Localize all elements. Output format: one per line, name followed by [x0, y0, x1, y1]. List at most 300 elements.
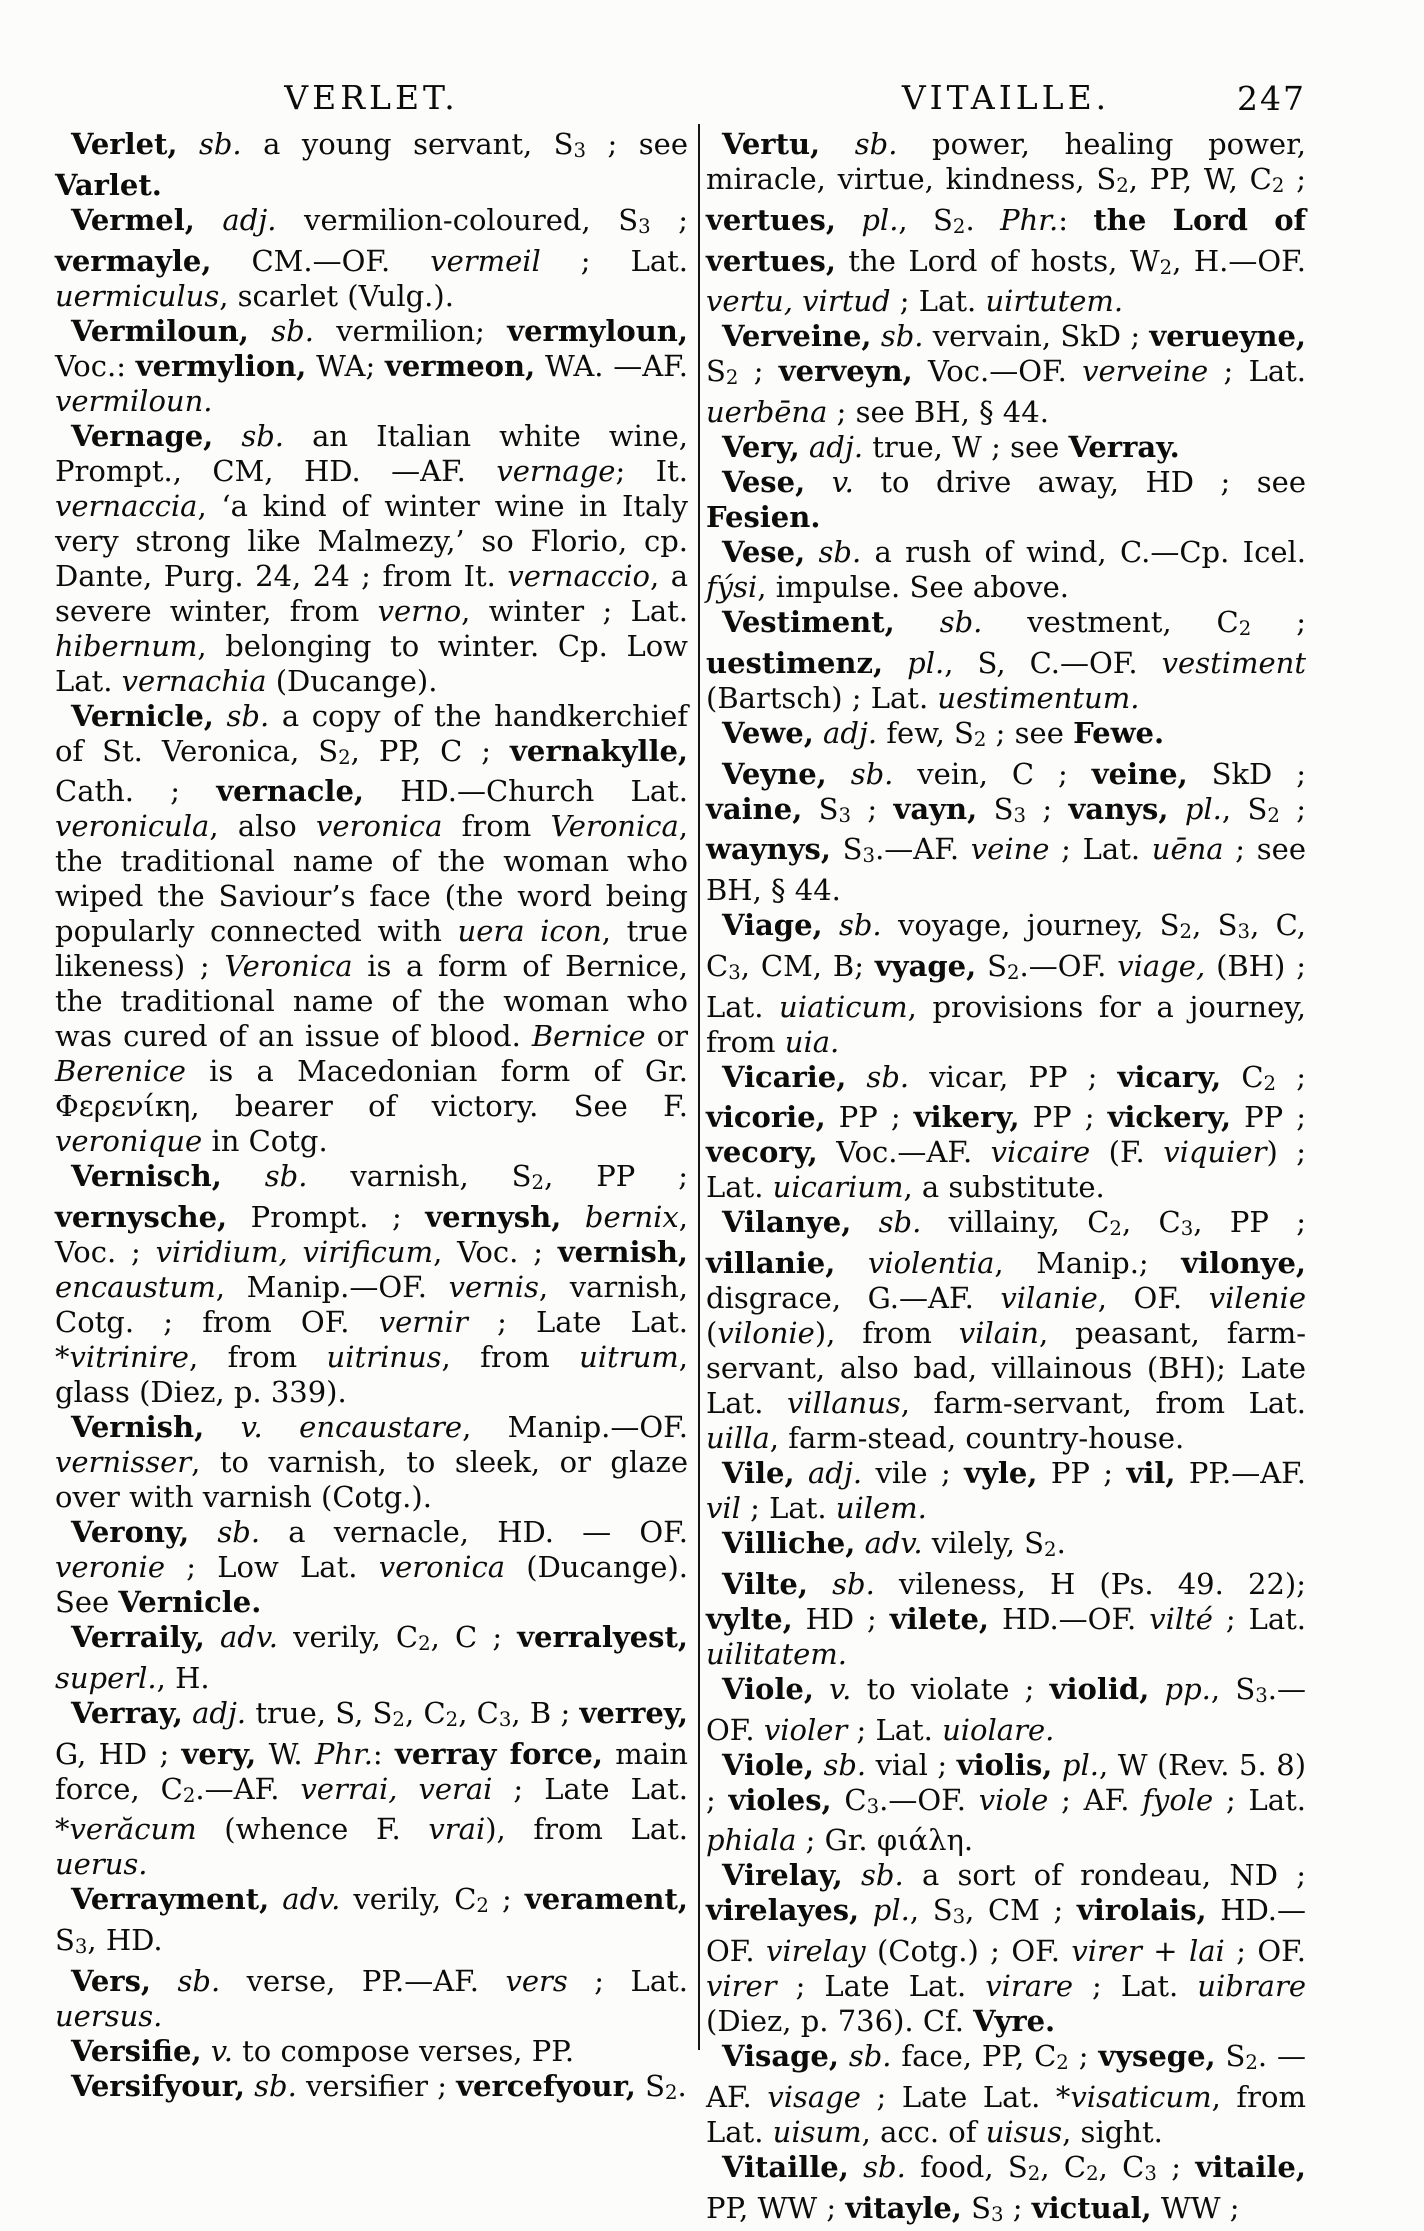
entry-text: fýsi	[706, 570, 758, 604]
entry-text: ; OF.	[1224, 1934, 1306, 1968]
entry-text: uicarium	[772, 1170, 904, 1205]
entry-text: sb.	[151, 1963, 221, 1998]
entry-text: uestimenz,	[706, 645, 884, 680]
entry-text: uibrare	[1197, 1969, 1306, 2003]
entry-vestiment	[706, 605, 1306, 716]
entry-text: virer + lai	[1071, 1934, 1225, 1968]
entry-text: uisum	[772, 2114, 862, 2149]
entry-text: visage	[767, 2079, 861, 2114]
entry-text: vernir	[378, 1305, 468, 1339]
headword: Vitaille,	[722, 2149, 849, 2184]
headword: Vese,	[722, 465, 806, 499]
entry-text: vilete,	[889, 1601, 990, 1636]
entry-verveine	[706, 319, 1306, 430]
entry-text: uera icon	[457, 914, 602, 949]
entry-text: vercefyour,	[456, 2068, 636, 2103]
entry-text: S2. —AF.	[706, 2039, 1307, 2114]
entry-text: sb.	[213, 698, 270, 733]
page-number: 247	[1237, 79, 1306, 118]
entry-verlet	[55, 127, 688, 203]
entry-text: vil	[706, 1491, 741, 1525]
entry-text: , W (Rev. 5. 8) ;	[706, 1747, 1307, 1817]
entry-text: varnish, S2, PP ;	[307, 1159, 688, 1194]
entry-text: verament,	[524, 1882, 688, 1917]
entry-vermel	[55, 203, 688, 314]
headword: Vertu,	[722, 127, 821, 161]
entry-text: uilla	[706, 1421, 770, 1455]
reference-number: 3	[573, 138, 587, 162]
entry-text: ; Late Lat. *	[55, 1305, 688, 1374]
entry-text: food, S2, C2, C3 ;	[905, 2149, 1196, 2185]
entry-text: S3 ;	[802, 791, 894, 827]
entry-text: Prompt. ;	[227, 1200, 426, 1234]
entry-text: vil,	[1126, 1456, 1176, 1490]
entry-text: uiolare.	[942, 1712, 1055, 1747]
reference-number: 2	[1116, 173, 1129, 197]
entry-text: sb.	[846, 1059, 910, 1094]
entry-text: , belonging to winter. Cp. Low Lat.	[55, 628, 688, 698]
entry-text: sb.	[826, 756, 894, 791]
entry-text: veronicula	[55, 809, 210, 844]
reference-number: 3	[728, 960, 741, 984]
entry-text: Bernice	[531, 1019, 646, 1054]
reference-number: 3	[1180, 1217, 1194, 1240]
reference-number: 3	[1144, 2161, 1157, 2185]
reference-number: 2	[1159, 255, 1173, 279]
entry-text: sb.	[805, 535, 862, 569]
entry-text: uerbēna	[706, 395, 828, 429]
entry-text: viage,	[1117, 948, 1206, 983]
headword: Verrayment,	[71, 1882, 270, 1917]
entry-text: vayn,	[893, 791, 978, 826]
headword: Veyne,	[722, 756, 827, 791]
entry-text: villanus	[787, 1386, 901, 1420]
entry-text: , from	[188, 1340, 327, 1374]
entry-text: , sight.	[1062, 2114, 1163, 2149]
entry-text: WA;	[306, 348, 385, 383]
entry-text: vernage	[496, 453, 616, 488]
entry-text: ; see BH, § 44.	[706, 832, 1306, 907]
entry-text: vitaile,	[1195, 2149, 1306, 2184]
entry-text: , also	[209, 809, 317, 844]
entry-text: a young servant, S3 ; see	[241, 127, 688, 162]
entry-text: sb.	[822, 908, 882, 942]
entry-text: , farm-servant, from Lat.	[900, 1386, 1306, 1420]
entry-vers	[55, 1964, 688, 2034]
entry-viage	[706, 908, 1306, 1060]
reference-number: 2	[418, 1631, 431, 1655]
reference-number: 2	[1238, 616, 1252, 640]
entry-text: , a substitute.	[903, 1170, 1105, 1205]
entry-text: Berenice	[55, 1054, 186, 1089]
entry-text: , S3, CM ;	[909, 1893, 1077, 1928]
entry-vernage	[55, 419, 688, 699]
entry-very	[706, 430, 1306, 465]
entry-text: vermyloun,	[507, 313, 688, 348]
entry-visage	[706, 2039, 1306, 2150]
entry-text: :	[1058, 202, 1094, 237]
entry-text: superl.	[55, 1660, 157, 1695]
entry-text: veronie	[55, 1550, 165, 1584]
entry-text: encaustum	[55, 1270, 216, 1304]
entry-text: vernakylle,	[510, 733, 689, 768]
entry-text: Varlet.	[55, 167, 162, 202]
entry-text: verily, C2, C ;	[277, 1620, 518, 1655]
entry-text: Phr.	[314, 1736, 373, 1771]
entry-text: (Ducange). See	[55, 1550, 688, 1619]
entry-text: ; Lat.	[1208, 354, 1306, 389]
entry-text: vertu, virtud	[706, 284, 891, 319]
entry-text: vicar, PP ;	[909, 1059, 1118, 1094]
entry-vilanye	[706, 1205, 1306, 1456]
entry-text: uermiculus	[55, 278, 220, 313]
reference-number: 2	[338, 745, 351, 769]
entry-text: vanys,	[1068, 791, 1169, 826]
entry-text: HD.—OF.	[706, 1893, 1306, 1968]
entry-text: vermilion;	[313, 313, 508, 348]
entry-text: in Cotg.	[202, 1124, 328, 1159]
entry-text: pl.	[872, 1893, 910, 1928]
entry-text: uerus.	[55, 1847, 148, 1882]
entry-viole	[706, 1748, 1306, 1859]
entry-text: vertues,	[706, 202, 836, 237]
headword: Verraily,	[71, 1620, 205, 1654]
entry-text: , glass (Diez, p. 339).	[55, 1340, 688, 1409]
entry-text: S3.—AF.	[830, 832, 971, 867]
entry-text: verveyn,	[778, 354, 913, 389]
entry-verraily	[55, 1620, 688, 1696]
entry-text: Phr.	[1000, 202, 1059, 237]
reference-number: 3	[74, 1934, 88, 1958]
entry-text: sb.	[248, 313, 314, 348]
entry-vicarie	[706, 1060, 1306, 1206]
entry-vile	[706, 1456, 1306, 1526]
entry-text: vermeil	[430, 243, 541, 278]
entry-text: Voc.—AF.	[817, 1135, 991, 1170]
reference-number: 2	[1044, 1537, 1057, 1561]
entry-text: S3, HD.	[55, 1923, 163, 1958]
entry-veyne	[706, 757, 1306, 909]
entry-text: adj.	[813, 715, 878, 750]
entry-text: PP ;	[1231, 1100, 1307, 1135]
entry-text: true, S, S2, C2, C3, B ;	[246, 1695, 580, 1731]
entry-text: is a form of Bernice, the traditional name of the woman who was cured of an issue of blood.	[55, 949, 688, 1054]
entry-text: veine	[970, 832, 1050, 867]
reference-number: 2	[1056, 2050, 1069, 2074]
reference-number: 2	[531, 1171, 545, 1194]
left-column	[55, 127, 688, 2110]
entry-vernicle	[55, 699, 688, 1160]
entry-text: , varnish, Cotg. ; from OF.	[55, 1270, 688, 1339]
reference-number: 2	[1245, 2050, 1258, 2074]
entry-viole	[706, 1672, 1306, 1748]
entry-text: verno	[377, 593, 462, 628]
entry-text: viquier	[1163, 1135, 1267, 1170]
entry-text: Vernicle.	[118, 1585, 262, 1619]
entry-text: or	[645, 1019, 688, 1054]
entry-text: W.	[256, 1736, 315, 1771]
entry-text: vecory,	[706, 1135, 818, 1170]
entry-text: violes,	[728, 1782, 832, 1817]
headword: Virelay,	[722, 1858, 843, 1893]
entry-text: Voc.—OF.	[912, 354, 1083, 389]
entry-text: a copy of the handkerchief of St. Veronica, S2, PP, C ;	[55, 698, 688, 769]
entry-text: verueyne,	[1149, 319, 1306, 354]
entry-text: verăcum	[69, 1812, 197, 1847]
entry-verrayment	[55, 1882, 688, 1964]
entry-text: few, S2 ; see	[877, 715, 1074, 751]
entry-text: uia.	[784, 1024, 840, 1059]
entry-text: virelay	[766, 1934, 866, 1968]
entry-text: S2.—OF.	[976, 948, 1118, 984]
entry-text: violid,	[1049, 1671, 1150, 1706]
entry-text: uirtutem.	[985, 284, 1124, 319]
entry-text: ), from	[814, 1316, 959, 1350]
headword: Very,	[722, 430, 800, 464]
entry-text: vitayle,	[845, 2190, 962, 2225]
entry-text: (	[706, 1316, 718, 1350]
entry-text: PP ;	[825, 1100, 914, 1135]
entry-text	[1168, 792, 1184, 826]
entry-text: :	[372, 1736, 395, 1771]
entry-text: to drive away, HD ; see	[853, 465, 1306, 499]
entry-text: , the traditional name of the woman who wiped the Saviour’s face (the word being popularly connected with	[55, 809, 688, 949]
entry-text: vermeon,	[384, 348, 536, 383]
entry-text: pl.	[907, 645, 945, 680]
entry-text: ; Lat.	[847, 1712, 943, 1747]
entry-text: sb.	[189, 1515, 261, 1549]
entry-text: vernysche,	[55, 1200, 228, 1234]
entry-text: violer	[763, 1712, 848, 1747]
entry-text: ; Lat.	[890, 284, 986, 319]
reference-number: 2	[392, 1707, 405, 1731]
entry-text: sb.	[813, 1747, 867, 1782]
entry-text: , farm-stead, country-house.	[769, 1421, 1185, 1455]
reference-number: 3	[990, 2202, 1004, 2226]
headword: Verlet,	[71, 127, 178, 161]
entry-verray	[55, 1696, 688, 1883]
entry-text: , true likeness) ;	[55, 914, 688, 984]
entry-text: v.	[201, 2033, 233, 2068]
headword: Vilte,	[722, 1566, 808, 1601]
entry-vitaille	[706, 2150, 1306, 2231]
headword: Vile,	[722, 1456, 795, 1490]
entry-text: sb.	[807, 1566, 875, 1601]
entry-text	[859, 1893, 873, 1927]
entry-text: vernysh,	[425, 1200, 562, 1234]
entry-text: S3 ;	[977, 791, 1069, 827]
entry-text: vilenie	[1208, 1281, 1306, 1315]
reference-number: 3	[638, 214, 651, 238]
entry-text: verse, PP.—AF.	[220, 1963, 506, 1998]
entry-text: viridium, virificum	[155, 1235, 434, 1269]
entry-text: Voc.:	[55, 348, 136, 383]
entry-text: uersus.	[55, 1998, 163, 2033]
entry-text: verrai, verai	[300, 1771, 493, 1806]
entry-text: veine,	[1091, 756, 1188, 791]
entry-text: ; Low Lat.	[164, 1550, 379, 1584]
entry-text: vermayle,	[55, 243, 212, 278]
entry-text: vickery,	[1107, 1100, 1232, 1135]
entry-vese	[706, 465, 1306, 535]
entry-text: vernish,	[557, 1235, 689, 1269]
headword: Villiche,	[722, 1526, 856, 1560]
entry-text	[883, 646, 907, 680]
entry-text: uestimentum.	[937, 680, 1140, 715]
entry-text: WW ;	[1151, 2190, 1240, 2225]
reference-number: 2	[665, 2080, 678, 2104]
entry-text: virare	[985, 1969, 1074, 2003]
entry-text: ; see BH, § 44.	[827, 395, 1049, 429]
entry-text	[1052, 1748, 1062, 1782]
headword: Viole,	[722, 1747, 814, 1782]
entry-text: vilonye,	[1181, 1246, 1306, 1280]
entry-text: (BH) ; Lat.	[706, 948, 1306, 1024]
entry-text: to violate ;	[851, 1671, 1050, 1706]
entry-text	[1149, 1672, 1164, 1706]
reference-number: 3	[838, 803, 852, 827]
entry-text: sb.	[221, 1159, 308, 1194]
entry-vewe	[706, 716, 1306, 757]
entry-text: villanie,	[706, 1246, 836, 1280]
entry-text: vylte,	[706, 1601, 793, 1636]
entry-text: pp.	[1164, 1671, 1211, 1706]
entry-vese	[706, 535, 1306, 605]
entry-text: adv.	[855, 1526, 923, 1560]
reference-number: 3	[1255, 1683, 1268, 1707]
entry-text: vicaire	[990, 1135, 1091, 1170]
entry-text: violis,	[956, 1747, 1053, 1782]
entry-text: PP ;	[1019, 1100, 1108, 1135]
headword: Verveine,	[722, 319, 872, 354]
entry-text: ; Lat.	[1213, 1782, 1306, 1817]
entry-text: , to varnish, to sleek, or glaze over with varnish (Cotg.).	[55, 1445, 688, 1514]
entry-text: ; Late Lat. *	[860, 2079, 1071, 2114]
left-column-header: VERLET.	[284, 78, 459, 117]
entry-text: , acc. of	[861, 2114, 986, 2149]
entry-text: main force, C2.—AF.	[55, 1736, 688, 1807]
entry-vernish	[55, 1410, 688, 1515]
entry-text: v.	[805, 465, 854, 499]
entry-text: Veronica	[224, 949, 353, 984]
entry-text: ; AF.	[1048, 1782, 1143, 1817]
entry-vilte	[706, 1567, 1306, 1672]
entry-text: violentia	[867, 1246, 995, 1280]
reference-number: 3	[498, 1707, 512, 1731]
entry-text: uitrinus	[326, 1340, 442, 1374]
entry-text: HD.—OF.	[989, 1601, 1150, 1636]
headword: Vestiment,	[722, 605, 895, 639]
entry-text: Verray.	[1068, 430, 1180, 464]
headword: Vernage,	[71, 418, 214, 453]
entry-virelay	[706, 1858, 1306, 2039]
entry-text: , Manip.;	[994, 1246, 1182, 1280]
reference-number: 2	[1263, 1071, 1277, 1095]
reference-number: 2	[973, 727, 987, 751]
entry-text: ; Lat.	[1073, 1969, 1198, 2003]
headword: Verray,	[71, 1695, 183, 1730]
entry-text: pl.	[1184, 791, 1222, 826]
reference-number: 2	[952, 214, 966, 238]
entry-text: ; Lat.	[1212, 1601, 1306, 1636]
entry-text: uitrum	[579, 1340, 679, 1374]
entry-text: virer	[706, 1969, 777, 2003]
entry-text: (Diez, p. 736). Cf.	[706, 2004, 974, 2038]
entry-text: , Manip.—OF.	[462, 1410, 688, 1444]
entry-text: , impulse. See above.	[757, 570, 1069, 604]
entry-text: a vernacle, HD. — OF.	[260, 1515, 688, 1549]
entry-text	[835, 1246, 868, 1280]
entry-text: sb.	[848, 2149, 906, 2184]
headword: Visage,	[722, 2039, 839, 2073]
entry-text: from	[442, 809, 551, 844]
entry-text: SkD ;	[1187, 756, 1306, 791]
entry-text: ; Late Lat. *	[55, 1771, 688, 1847]
entry-text: vers	[505, 1963, 568, 1998]
entry-text: sb.	[838, 2039, 892, 2073]
entry-text: ; Lat.	[1049, 832, 1152, 867]
headword: Vilanye,	[722, 1205, 852, 1240]
entry-text: sb.	[244, 2068, 297, 2103]
reference-number: 2	[182, 1783, 196, 1807]
entry-text: visaticum	[1070, 2079, 1212, 2114]
entry-text: verily, C2 ;	[340, 1882, 525, 1917]
entry-text: Fewe.	[1073, 715, 1165, 750]
entry-text: (F.	[1090, 1135, 1164, 1170]
entry-text: face, PP, C2 ;	[891, 2039, 1099, 2074]
entry-text: veronica	[378, 1550, 506, 1584]
reference-number: 3	[862, 844, 876, 867]
reference-number: 2	[1027, 2161, 1041, 2185]
entry-text: vernacle,	[216, 774, 364, 809]
entry-text: veronica	[316, 809, 443, 844]
entry-text: sb.	[871, 319, 924, 354]
reference-number: 2	[725, 366, 739, 389]
entry-text: WA. —AF.	[535, 348, 688, 383]
column-divider-rule	[698, 124, 700, 2050]
entry-versifyour	[55, 2069, 688, 2110]
entry-text: very,	[181, 1736, 257, 1771]
reference-number: 2	[1271, 173, 1285, 197]
entry-text: Veronica	[550, 809, 679, 844]
entry-versifie	[55, 2034, 688, 2069]
entry-text: fyole	[1142, 1782, 1214, 1817]
headword: Vernicle,	[71, 698, 214, 733]
entry-text: ; It.	[615, 453, 688, 488]
entry-text: vilely, S2.	[922, 1526, 1066, 1561]
entry-text: vicorie,	[706, 1100, 826, 1135]
headword: Vermiloun,	[71, 313, 249, 348]
reference-number: 3	[866, 1794, 880, 1818]
entry-text: , from	[441, 1340, 580, 1374]
entry-text: S3 ;	[961, 2190, 1032, 2226]
entry-vertu	[706, 127, 1306, 319]
headword: Viage,	[722, 908, 823, 942]
entry-text: , a severe winter, from	[55, 558, 688, 628]
entry-villiche	[706, 1526, 1306, 1567]
entry-text: disgrace, G.—AF.	[706, 1281, 1001, 1315]
entry-text: virelayes,	[706, 1893, 860, 1928]
headword: Vese,	[722, 535, 806, 569]
entry-text: , S, C.—OF.	[944, 645, 1162, 680]
reference-number: 2	[445, 1707, 459, 1731]
entry-text: , Voc. ;	[55, 1200, 688, 1269]
entry-text: S2.	[635, 2068, 687, 2104]
headword: Vermel,	[71, 202, 195, 237]
headword: Vewe,	[722, 715, 814, 750]
entry-text: vitrinire	[69, 1340, 189, 1374]
entry-text: , Manip.—OF.	[215, 1270, 449, 1304]
